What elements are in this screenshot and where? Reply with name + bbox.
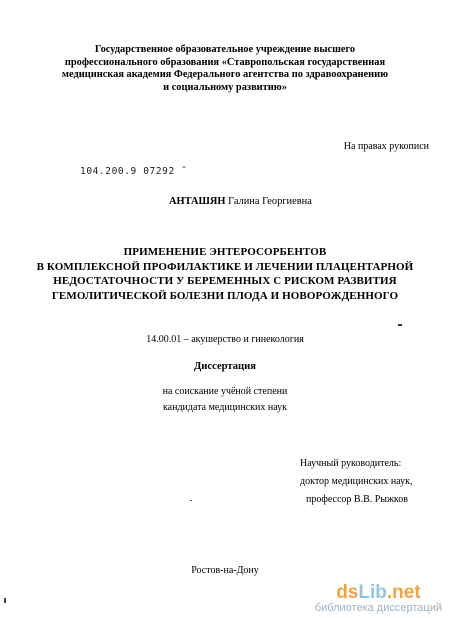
stamp-mark: ˘	[174, 166, 188, 177]
title-line: ГЕМОЛИТИЧЕСКОЙ БОЛЕЗНИ ПЛОДА И НОВОРОЖДЕННОГО	[51, 289, 399, 302]
scan-speck	[190, 500, 192, 501]
logo-lib: Lib	[358, 582, 387, 603]
institution-line: и социальному развитию»	[163, 81, 287, 93]
registry-code-text: 104.200.9 07292	[80, 166, 175, 177]
author-name	[169, 196, 312, 207]
author-given-name: Галина Георгиевна	[228, 196, 312, 207]
institution-header	[0, 44, 450, 94]
specialty-code: 14.00.01 – акушерство и гинекология	[146, 334, 304, 345]
logo-ds: ds	[336, 582, 359, 603]
supervisor-degree: доктор медицинских наук,	[300, 476, 413, 487]
title-line: В КОМПЛЕКСНОЙ ПРОФИЛАКТИКЕ И ЛЕЧЕНИИ ПЛАЦЕНТАРНОЙ	[36, 260, 414, 273]
logo-net: .net	[386, 582, 421, 603]
dissertation-title	[0, 245, 450, 303]
title-line: ПРИМЕНЕНИЕ ЭНТЕРОСОРБЕНТОВ	[123, 246, 327, 258]
scan-speck	[398, 324, 402, 326]
degree-line: кандидата медицинских наук	[162, 402, 288, 413]
scan-speck	[4, 598, 6, 603]
title-line: НЕДОСТАТОЧНОСТИ У БЕРЕМЕННЫХ С РИСКОМ РАЗВИТИЯ	[53, 275, 397, 288]
supervisor-name: профессор В.В. Рыжков	[306, 494, 408, 505]
dslib-watermark	[315, 583, 442, 614]
institution-line: медицинская академия Федерального агентства по здравоохранению	[61, 69, 389, 81]
degree-line: на соискание учёной степени	[162, 386, 288, 397]
registry-code-stamp	[80, 166, 187, 177]
supervisor-label: Научный руководитель:	[300, 458, 402, 469]
manuscript-rights-note: На правах рукописи	[343, 141, 429, 152]
institution-line: профессионального образования «Ставропольская государственная	[64, 56, 386, 68]
author-surname: АНТАШЯН	[169, 196, 226, 207]
institution-line: Государственное образовательное учреждение высшего	[94, 44, 356, 55]
watermark-subtitle: библиотека диссертаций	[314, 602, 442, 614]
city-line: Ростов-на-Дону	[191, 565, 259, 576]
dslib-logo	[315, 583, 442, 602]
work-type-heading: Диссертация	[194, 361, 256, 372]
